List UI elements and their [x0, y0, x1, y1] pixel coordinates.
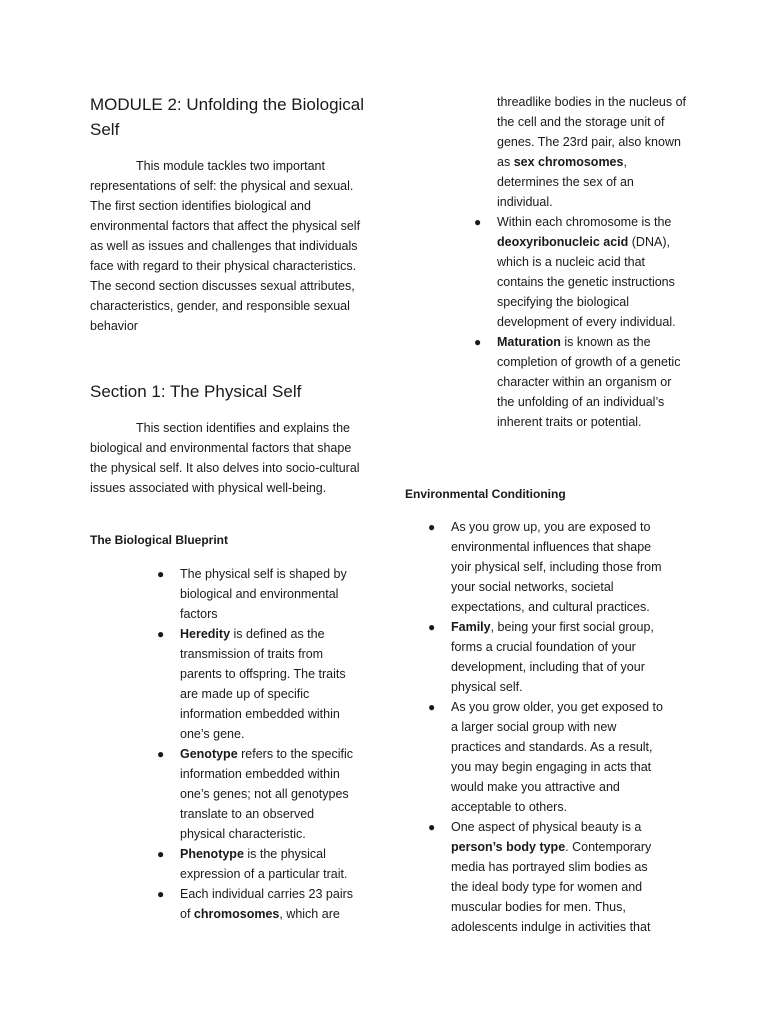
bullet-icon: ● — [474, 215, 482, 229]
list-item — [428, 697, 667, 817]
bullet-icon: ● — [157, 627, 165, 641]
list-item-text: , being your first social group, forms a crucial foundation of your development, including that of your physical self. — [451, 620, 654, 694]
list-item — [474, 212, 687, 332]
key-term: sex chromosomes — [513, 155, 624, 169]
module-title: MODULE 2: Unfolding the Biological Self — [90, 95, 365, 139]
list-item — [157, 744, 362, 844]
bullet-icon: ● — [157, 567, 165, 581]
bullet-icon: ● — [157, 887, 165, 901]
section-title: Section 1: The Physical Self — [90, 382, 302, 401]
list-item — [474, 332, 687, 432]
key-term: deoxyribonucleic acid — [497, 235, 629, 249]
list-item-text: . Contemporary media has portrayed slim bodies as the ideal body type for women and muscular bodies for men. Thus, adolescents indulge in activities that — [451, 840, 652, 934]
key-term: Genotype — [180, 747, 238, 761]
bullet-icon: ● — [474, 335, 482, 349]
list-item-text: Each individual carries 23 pairs of — [180, 887, 354, 921]
list-item — [497, 92, 687, 212]
environment-heading: Environmental Conditioning — [405, 487, 566, 501]
blueprint-list — [157, 564, 362, 924]
key-term: Heredity — [180, 627, 231, 641]
list-item-text: As you grow older, you get exposed to a larger social group with new practices and standards. As a result, you may begin engaging in acts that would make you attractive and acceptable to others. — [451, 700, 663, 814]
list-item — [157, 624, 362, 744]
bullet-icon: ● — [428, 820, 436, 834]
list-item-text: refers to the specific information embedded within one’s genes; not all genotypes translate to an observed physical characteristic. — [180, 747, 353, 841]
bullet-icon: ● — [428, 620, 436, 634]
section-intro — [90, 418, 362, 498]
list-item — [428, 817, 667, 937]
list-item — [428, 617, 667, 697]
list-item-text: , which are — [279, 907, 340, 921]
bullet-icon: ● — [428, 700, 436, 714]
list-item-text: threadlike bodies in the nucleus of the cell and the storage unit of genes. The 23rd pair, also known as — [497, 95, 687, 169]
list-item — [157, 844, 362, 884]
key-term: person’s body type — [451, 840, 566, 854]
list-item-text: (DNA), which is a nucleic acid that contains the genetic instructions specifying the biological development of every individual. — [497, 235, 676, 329]
list-item — [157, 884, 362, 924]
list-item-text: One aspect of physical beauty is a — [451, 820, 642, 834]
module-intro-text: This module tackles two important representations of self: the physical and sexual. The first section identifies biological and environmental factors that affect the physical self as well as issues and challenges that individuals face with regard to their physical characteristics. The second section discusses sexual attributes, characteristics, gender, and responsible sexual behavior — [90, 159, 361, 333]
list-item-text: The physical self is shaped by biological and environmental factors — [180, 567, 347, 621]
list-item-text: , determines the sex of an individual. — [497, 155, 634, 209]
blueprint-heading: The Biological Blueprint — [90, 533, 229, 547]
bullet-icon: ● — [428, 520, 436, 534]
list-item-text: Within each chromosome is the — [497, 215, 672, 229]
bullet-icon: ● — [157, 847, 165, 861]
continued-list — [474, 92, 687, 432]
list-item — [157, 564, 362, 624]
list-item-text: is defined as the transmission of traits from parents to offspring. The traits are made up of specific information embedded within one’s gene. — [180, 627, 346, 741]
key-term: chromosomes — [193, 907, 280, 921]
list-item-text: is known as the completion of growth of a genetic character within an organism or the unfolding of an individual’s inherent traits or potential. — [497, 335, 681, 429]
list-item — [428, 517, 667, 617]
list-item-text: As you grow up, you are exposed to environmental influences that shape yoir physical self, including those from your social networks, societal expectations, and cultural practices. — [451, 520, 662, 614]
environment-list — [428, 517, 667, 937]
bullet-icon: ● — [157, 747, 165, 761]
key-term: Maturation — [497, 335, 561, 349]
key-term: Family — [451, 620, 491, 634]
list-item-text: is the physical expression of a particular trait. — [180, 847, 348, 881]
key-term: Phenotype — [180, 847, 244, 861]
module-intro — [90, 156, 362, 336]
section-intro-text: This section identifies and explains the biological and environmental factors that shape the physical self. It also delves into socio-cultural issues associated with physical well-being. — [90, 421, 360, 495]
